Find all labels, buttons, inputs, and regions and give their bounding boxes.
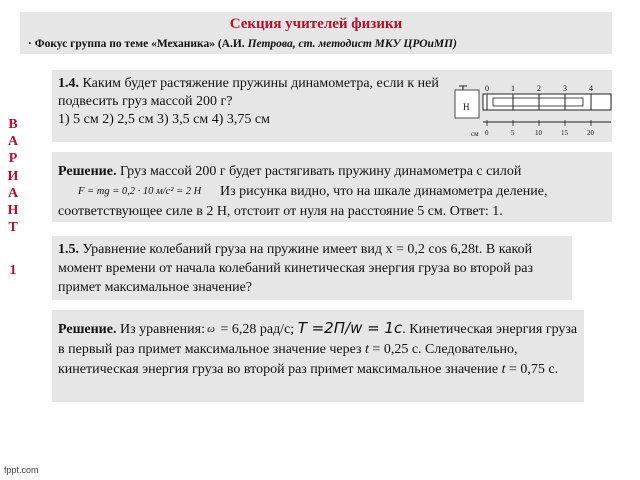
solution-text-before: Груз массой 200 г будет растягивать пружину динамометра с силой	[119, 164, 522, 179]
solution-part: Из уравнения:	[119, 322, 205, 337]
problem-number: 1.5.	[58, 242, 79, 257]
problem-question: Каким будет растяжение пружины динамометра, если к ней подвесить груз массой 200 г?	[58, 76, 439, 109]
variant-label	[6, 116, 20, 280]
solution-label: Решение.	[58, 322, 117, 337]
header-banner	[20, 12, 612, 54]
variant-letter: Р	[8, 151, 18, 167]
solution-1-5-text	[58, 318, 584, 380]
time-variable: t	[501, 362, 506, 377]
dynamometer-figure	[453, 80, 613, 138]
problem-1-4-box	[52, 70, 612, 142]
problem-1-4-text	[58, 75, 458, 129]
solution-text-after: Из рисунка видно, что на шкале динамометра деление, соответствующее силе в 2 Н, отстоит от нуля на расстояние 5 см. Ответ: 1.	[58, 184, 548, 219]
scale-label: 3	[563, 84, 567, 93]
variant-letter: А	[7, 185, 19, 201]
solution-1-4-box	[52, 152, 612, 222]
footer-site: fppt.com	[4, 465, 39, 475]
scale-label: 2	[537, 84, 541, 93]
formula-text: F = mg = 0,2 · 10 м/с² = 2 Н	[78, 186, 202, 197]
subtitle-italic: Петрова, ст. методист МКУ ЦРОиМП)	[247, 38, 457, 50]
omega-symbol: ω	[207, 323, 215, 335]
ruler-value: 10	[535, 129, 542, 137]
section-subtitle	[28, 38, 457, 50]
scale-label: 1	[511, 84, 515, 93]
ruler-value: 5	[511, 129, 515, 137]
ruler-unit: см	[471, 130, 479, 138]
scale-label: 4	[589, 84, 593, 93]
variant-letter: В	[8, 117, 18, 132]
solution-label: Решение.	[58, 164, 117, 179]
subtitle-bold: Фокус группа по теме «Механика» (А.И.	[34, 38, 245, 50]
problem-options: 1) 5 см 2) 2,5 см 3) 3,5 см 4) 3,75 см	[58, 112, 270, 127]
solution-1-5-box	[52, 310, 584, 402]
variant-letter: Т	[8, 220, 18, 236]
solution-part: = 0,75 с.	[505, 362, 559, 377]
scale-label: 0	[485, 84, 489, 93]
variant-letter: И	[7, 168, 19, 184]
variant-letter: Н	[7, 203, 19, 219]
problem-1-5-box	[52, 236, 572, 300]
problem-number: 1.4.	[58, 76, 79, 91]
ruler-value: 15	[561, 129, 568, 137]
variant-letter: А	[7, 134, 19, 150]
time-variable: t	[365, 342, 369, 357]
problem-statement: Уравнение колебаний груза на пружине имеет вид x = 0,2 cos 6,28t. В какой момент времени от начала колебаний кинетическая энергия груза во второй раз примет максимальное значение?	[58, 242, 534, 295]
ruler-value: 20	[587, 129, 594, 137]
solution-part: = 0,25 с. Следовательно, кинетическая энергия груза во второй раз примет максимальное значение	[58, 342, 518, 377]
problem-1-5-text	[58, 240, 572, 297]
solution-part: . Кинетическая энергия груза в первый раз примет максимальное значение через	[58, 322, 578, 357]
ruler-value: 0	[485, 129, 489, 137]
section-title: Секция учителей физики	[229, 16, 403, 32]
subtitle-bullet: ·	[28, 38, 32, 50]
solution-1-4-text	[58, 162, 610, 222]
solution-part: = 6,28 рад/с;	[216, 322, 295, 337]
force-formula	[78, 182, 216, 198]
unit-label: Н	[463, 102, 470, 112]
period-formula: T =2П/w = 1c	[297, 319, 403, 337]
variant-number: 1	[9, 263, 17, 279]
